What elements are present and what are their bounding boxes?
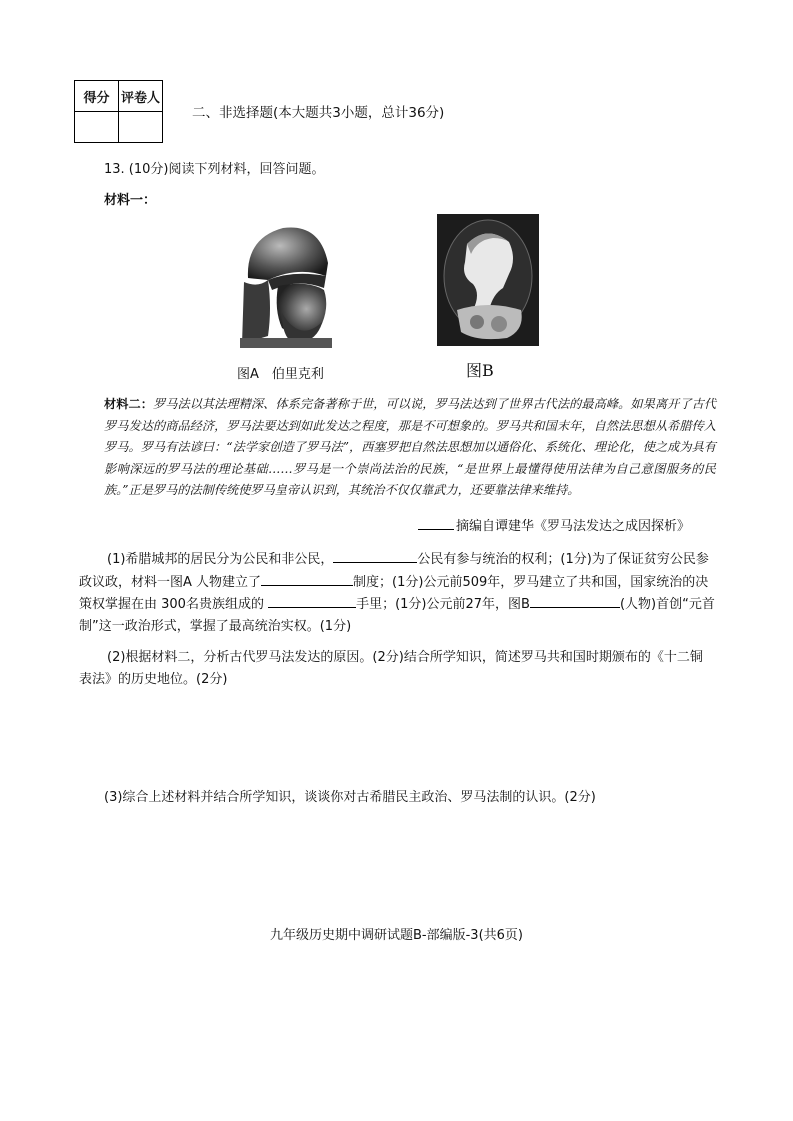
question-2 [79,647,715,690]
q1-text-4: 手里；(1分)公元前27年，图B [356,597,530,612]
section-title: 二、非选择题(本大题共3小题，总计36分) [192,105,445,121]
answer-blank-1[interactable] [333,548,417,563]
figure-b-augustus-cameo [437,214,539,346]
question-1 [79,548,715,637]
material-source [418,515,690,534]
material-1-label: 材料一： [104,193,157,208]
q1-text-5: (人物)首创“元首制”这一政治形式，掌握了最高统治实权。(1分) [79,597,715,634]
q1-text-3: 制度；(1分)公元前509年，罗马建立了共和国，国家统治的决策权掌握在由 300名贵族组成的 [79,574,709,612]
q1-text-2: 公民有参与统治的权利；(1分)为了保证贫穷公民参政议政，材料一图A 人物建立了 [79,552,709,590]
score-header: 得分 [75,81,119,112]
figure-b-caption: 图B [466,361,494,380]
grader-header: 评卷人 [119,81,163,112]
figure-a-pericles-bust [238,218,334,348]
score-table [74,80,163,143]
q2-text: (2)根据材料二，分析古代罗马法发达的原因。(2分)结合所学知识，简述罗马共和国时期颁布的《十二铜表法》的历史地位。(2分) [79,650,703,687]
question-3: (3)综合上述材料并结合所学知识，谈谈你对古希腊民主政治、罗马法制的认识。(2分) [104,790,596,805]
question-13-intro: 13. (10分)阅读下列材料，回答问题。 [104,162,325,177]
material-2-label: 材料二： [104,397,153,411]
material-2 [104,394,716,502]
answer-blank-4[interactable] [530,593,620,608]
source-text: 摘编自谭建华《罗马法发达之成因探析》 [456,519,691,534]
answer-blank-3[interactable] [268,593,356,608]
answer-blank-2[interactable] [261,571,353,586]
page-footer: 九年级历史期中调研试题B-部编版-3(共6页) [270,928,523,943]
score-cell[interactable] [75,112,119,143]
grader-cell[interactable] [119,112,163,143]
figure-a-caption: 图A 伯里克利 [237,367,324,382]
q1-text-1: (1)希腊城邦的居民分为公民和非公民， [107,552,334,567]
source-underline [418,529,454,530]
material-2-text: 罗马法以其法理精深、体系完备著称于世，可以说，罗马法达到了世界古代法的最高峰。如果离开了古代罗马发达的商品经济，罗马法要达到如此发达之程度，那是不可想象的。罗马共和国末年，自然法思想从希腊传入罗马。罗马有法谚曰：“法学家创造了罗马法”，西塞罗把自然法思想加以通俗化、系统化、理论化，使之成为具有影响深远的罗马法的理论基础……罗马是一个崇尚法治的民族，“是世界上最懂得使用法律为自己意图服务的民族。”正是罗马的法制传统使罗马皇帝认识到，其统治不仅仅靠武力，还要靠法律来维持。 [104,397,717,498]
